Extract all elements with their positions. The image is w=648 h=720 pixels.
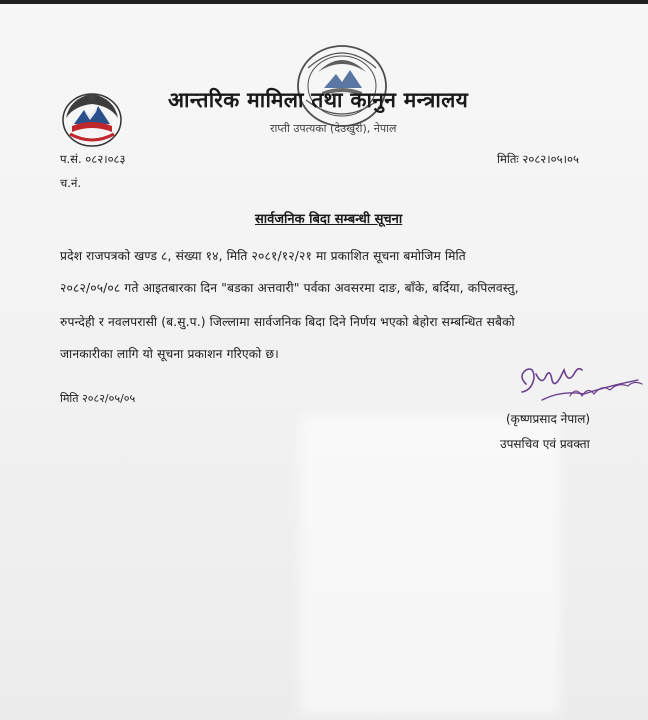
notice-body-line: रुपन्देही र नवलपरासी (ब.सु.प.) जिल्लामा सार्वजनिक बिदा दिने निर्णय भएको बेहोरा सम्बन्धित सबैको: [60, 315, 515, 329]
office-address: राप्ती उपत्यका (देउखुरी), नेपाल: [270, 122, 397, 135]
notice-body-line: २०८२/०५/०८ गते आइतबारका दिन "बडका अत्तवारी" पर्वका अवसरमा दाङ, बाँके, बर्दिया, कपिलवस्तु,: [60, 281, 519, 295]
photo-glare: [300, 414, 560, 714]
dispatch-number: च.नं.: [60, 176, 81, 190]
handwritten-signature: [512, 356, 648, 412]
ministry-name-heading: आन्तरिक मामिला तथा कानुन मन्त्रालय: [168, 88, 469, 112]
office-seal-stamp: [292, 38, 392, 130]
notice-body-line: प्रदेश राजपत्रको खण्ड ८, संख्या १४, मिति २०८१/१२/२१ मा प्रकाशित सूचना बमोजिम मिति: [60, 249, 466, 263]
coat-of-arms-emblem: [60, 88, 124, 148]
signatory-name: (कृष्णप्रसाद नेपाल): [506, 412, 591, 426]
reference-number: प.सं. ०८२।०८३: [60, 152, 126, 166]
notice-date: मिति २०८२/०५/०५: [60, 392, 136, 405]
notice-subject: सार्वजनिक बिदा सम्बन्धी सूचना: [255, 212, 403, 227]
signatory-title: उपसचिव एवं प्रवक्ता: [500, 437, 590, 451]
notice-body-line: जानकारीका लागि यो सूचना प्रकाशन गरिएको छ।: [60, 347, 279, 361]
letter-date: मितिः २०८२।०५।०५: [497, 152, 579, 166]
